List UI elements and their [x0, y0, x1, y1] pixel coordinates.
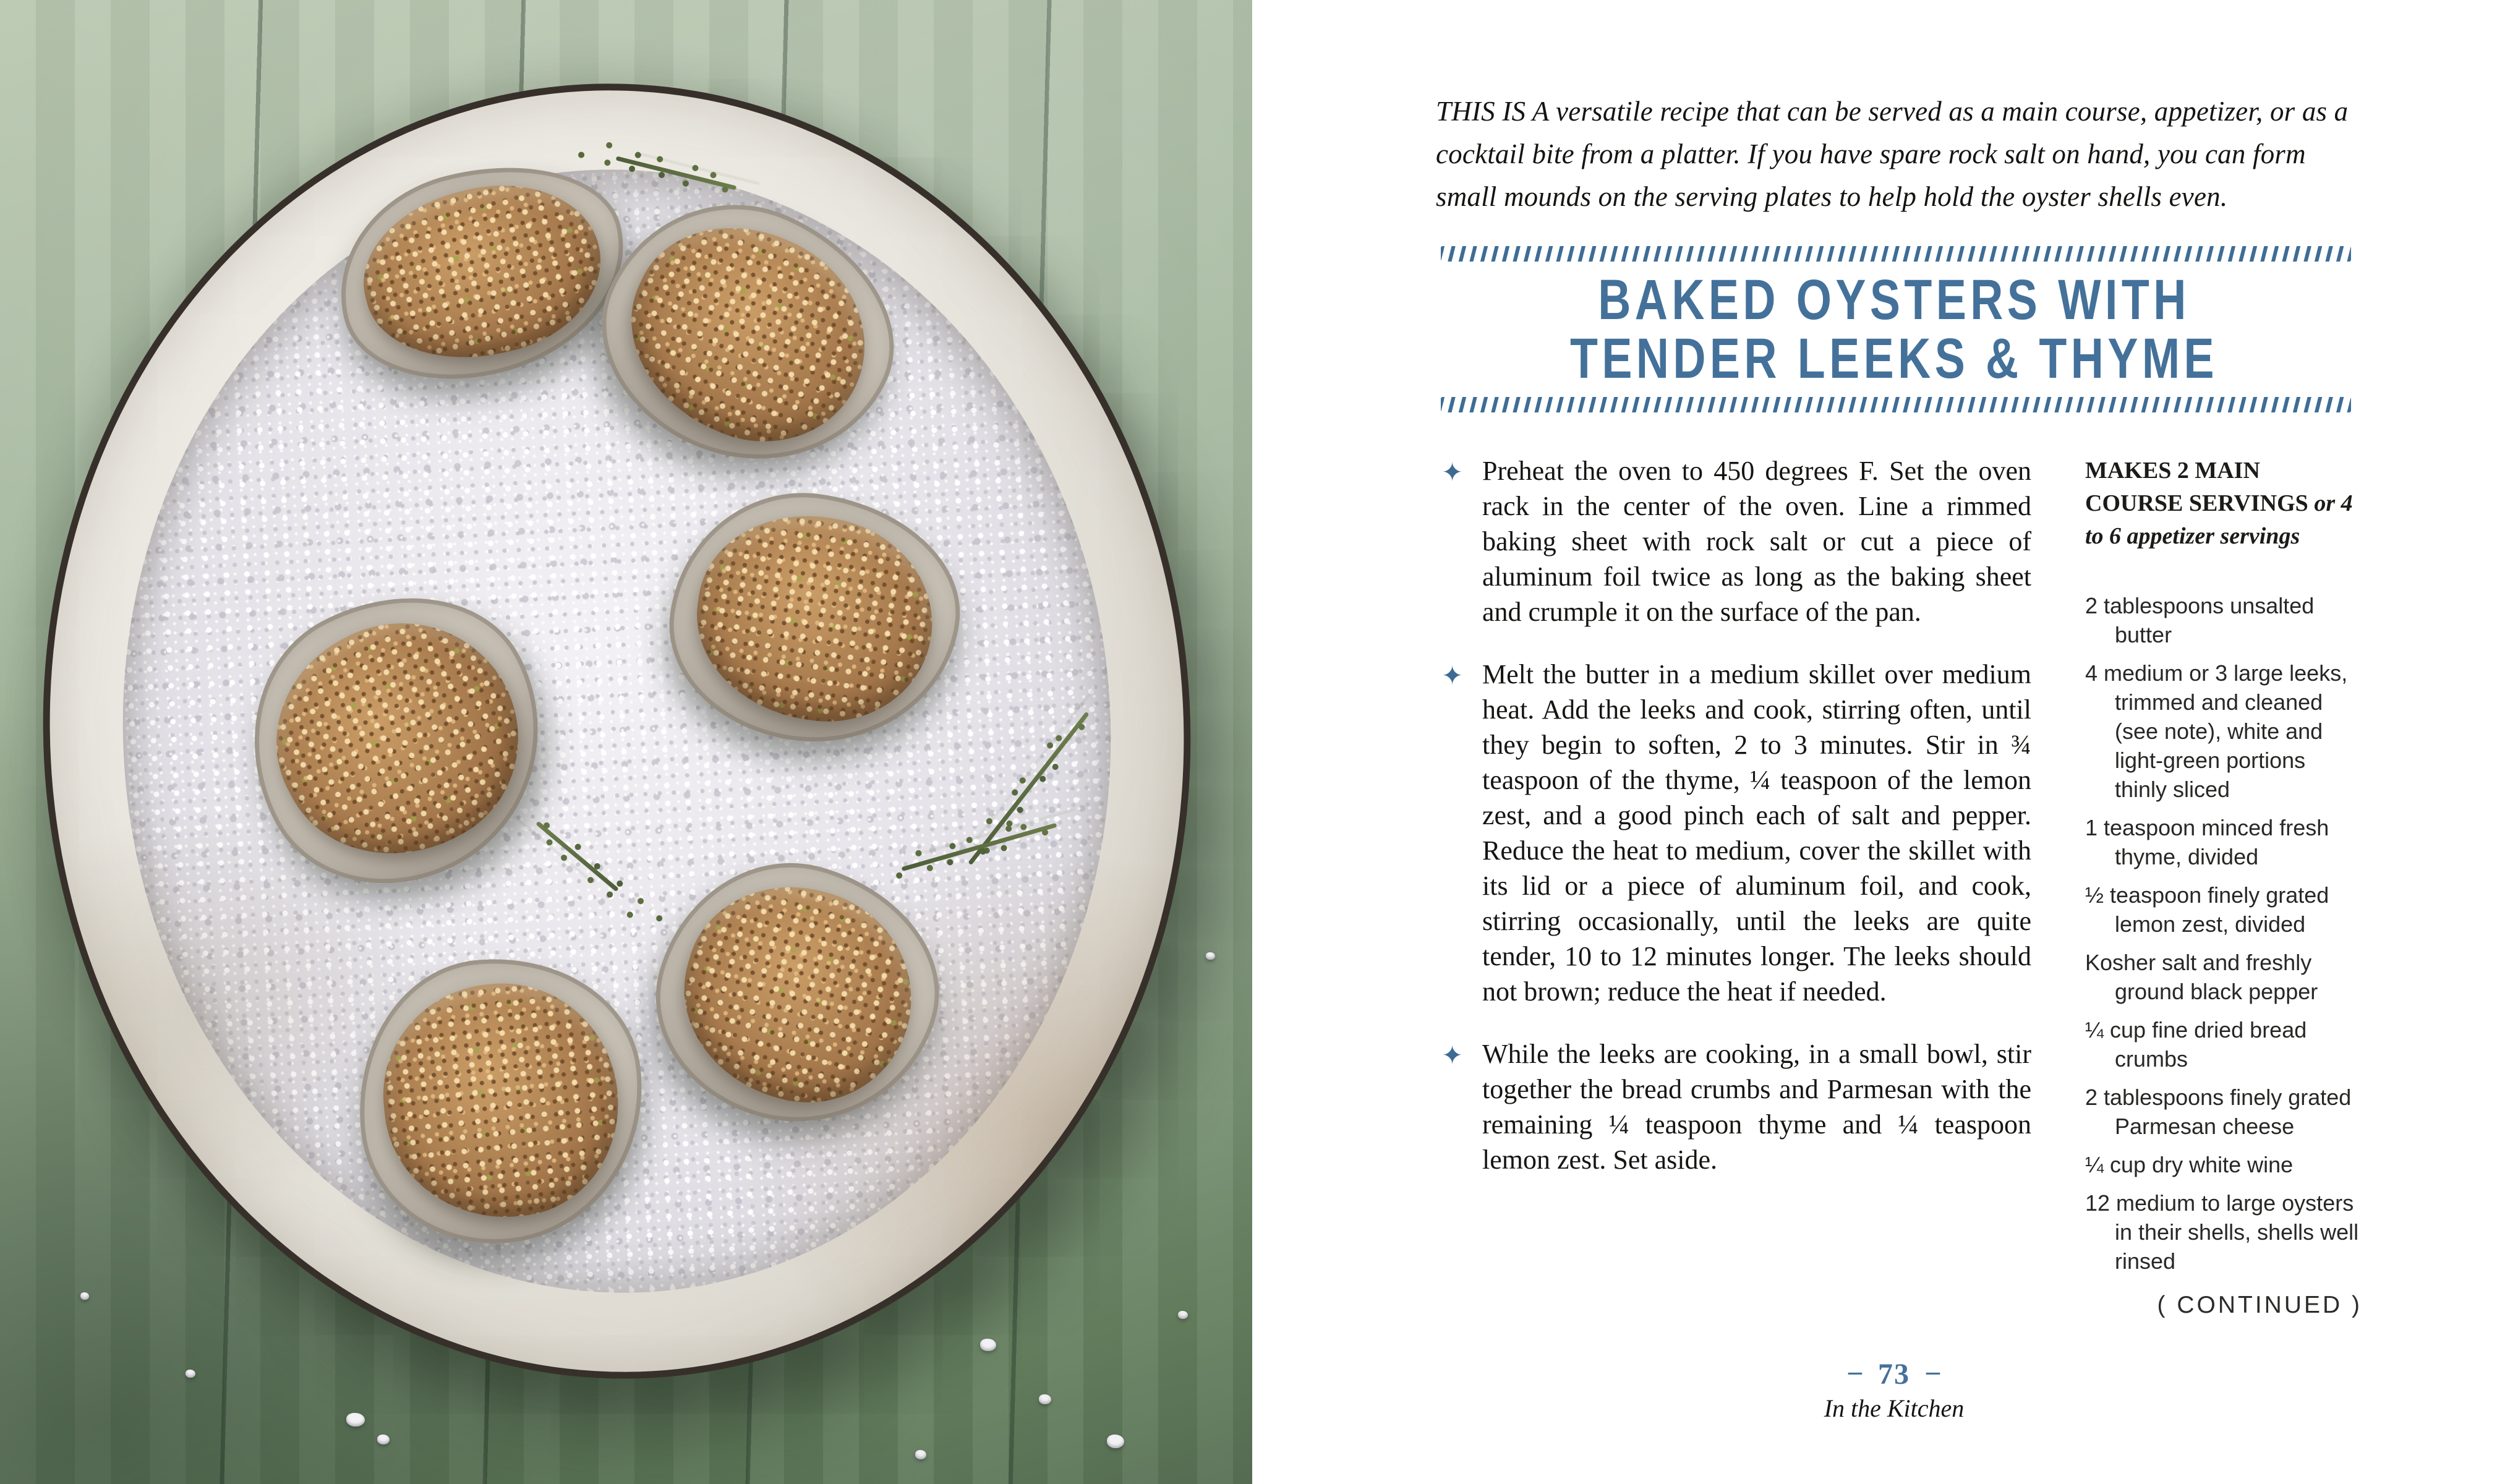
star-bullet-icon: ✦	[1441, 457, 1464, 487]
ingredient-item: 2 tablespoons unsalted butter	[2085, 593, 2315, 647]
recipe-page	[1252, 0, 2505, 1484]
instructions-list	[1441, 453, 2031, 1205]
decorative-rule	[1441, 397, 2351, 412]
instruction-text: While the leeks are cooking, in a small bowl, stir together the bread crumbs and Parmesan with the remaining ¼ teaspoon thyme and ¼ teaspoon lemon zest. Set aside.	[1482, 1039, 2031, 1175]
folio	[1436, 1355, 2352, 1391]
instruction-text: Melt the butter in a medium skillet over medium heat. Add the leeks and cook, stirring often, until they begin to soften, 2 to 3 minutes. Stir in ¾ teaspoon of the thyme, ¼ teaspoon of the lemon zest, and a good pinch each of salt and pepper. Reduce the heat to medium, cover the skillet with its lid or a piece of aluminum foil, and cook, stirring occasionally, until the leeks are quite tender, 10 to 12 minutes longer. The leeks should not brown; reduce the heat if needed.	[1482, 659, 2031, 1007]
section-name: In the Kitchen	[1824, 1394, 1965, 1422]
yield-note	[2085, 454, 2362, 553]
instruction-text: Preheat the oven to 450 degrees F. Set the oven rack in the center of the oven. Line a rimmed baking sheet with rock salt or cut a piece of aluminum foil twice as long as the baking sheet and crumple it on the surface of the pan.	[1482, 456, 2031, 627]
page-number: 73	[1878, 1358, 1910, 1391]
oyster-crumb-topping	[684, 501, 945, 735]
intro-body: versatile recipe that can be served as a main course, appetizer, or as a cocktail bite from a platter. If you have spare rock salt on hand, you can form small mounds on the serving plates to help hold the oyster shells even.	[1436, 96, 2349, 212]
salt-speck	[980, 1339, 996, 1351]
ingredient-item: ¼ cup fine dried bread crumbs	[2085, 1017, 2307, 1072]
intro-lead: THIS IS A	[1436, 96, 1549, 127]
continued-note: ( CONTINUED )	[2157, 1292, 2362, 1318]
salt-speck	[377, 1435, 390, 1444]
salt-speck	[1178, 1311, 1188, 1319]
folio-dash: –	[1926, 1356, 1940, 1386]
ingredient-item: ¼ cup dry white wine	[2085, 1152, 2294, 1177]
salt-speck	[915, 1450, 926, 1459]
instruction-step	[1441, 657, 2031, 1009]
ingredient-item: ½ teaspoon finely grated lemon zest, divided	[2085, 882, 2329, 937]
ingredient-item: Kosher salt and freshly ground black pepper	[2085, 950, 2318, 1004]
recipe-title-line2: TENDER LEEKS & THYME	[1569, 327, 2219, 390]
ingredient-item: 12 medium to large oysters in their shells, shells well rinsed	[2085, 1190, 2359, 1274]
instruction-step	[1441, 1036, 2031, 1177]
salt-speck	[80, 1292, 89, 1300]
folio-dash: –	[1848, 1356, 1862, 1386]
salt-speck	[1039, 1394, 1051, 1404]
ingredients-sidebar	[2085, 454, 2362, 1319]
star-bullet-icon: ✦	[1441, 1040, 1464, 1070]
ingredient-item: 4 medium or 3 large leeks, trimmed and cleaned (see note), white and light-green portions thinly sliced	[2085, 660, 2348, 802]
salt-speck	[1206, 952, 1215, 960]
star-bullet-icon: ✦	[1441, 660, 1464, 691]
decorative-rule	[1441, 246, 2351, 262]
instruction-step	[1441, 453, 2031, 629]
ingredient-item: 1 teaspoon minced fresh thyme, divided	[2085, 815, 2329, 869]
yield-alt: or 4 to 6 appetizer servings	[2085, 490, 2353, 549]
salt-speck	[346, 1413, 365, 1426]
oyster-photo	[0, 0, 1252, 1484]
salt-speck	[186, 1370, 195, 1378]
intro-paragraph	[1436, 90, 2352, 218]
oyster-crumb-topping	[373, 973, 629, 1229]
page-footer	[1436, 1355, 2352, 1423]
salt-speck	[1107, 1435, 1124, 1448]
ingredient-item: 2 tablespoons finely grated Parmesan cheese	[2085, 1085, 2352, 1139]
recipe-title	[1436, 268, 2352, 390]
ingredients-list	[2085, 591, 2362, 1276]
yield-makes: MAKES 2 MAIN COURSE SERVINGS	[2085, 458, 2308, 516]
recipe-title-line1: BAKED OYSTERS WITH	[1598, 268, 2190, 331]
